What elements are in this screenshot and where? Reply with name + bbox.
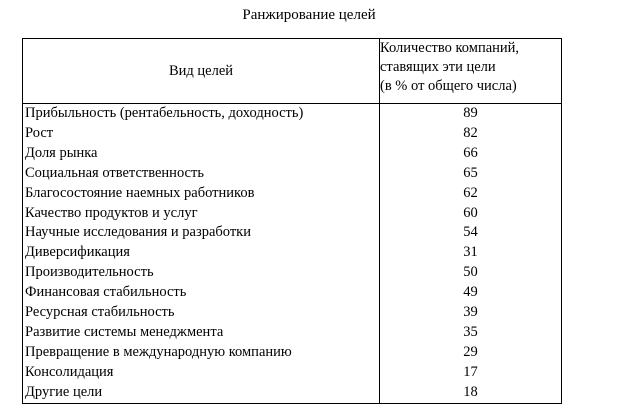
goal-percent: 66 <box>380 144 562 164</box>
goals-ranking-table <box>22 38 562 404</box>
goal-name: Социальная ответственность <box>23 164 380 184</box>
table-header-row <box>23 39 562 104</box>
table-row <box>23 204 562 224</box>
table-row <box>23 363 562 383</box>
table-row <box>23 303 562 323</box>
goal-name: Доля рынка <box>23 144 380 164</box>
goal-percent: 62 <box>380 184 562 204</box>
goal-percent: 35 <box>380 323 562 343</box>
goal-percent: 82 <box>380 124 562 144</box>
table-row <box>23 263 562 283</box>
goal-name: Развитие системы менеджмента <box>23 323 380 343</box>
goal-percent: 50 <box>380 263 562 283</box>
header-company-share-line: (в % от общего числа) <box>380 78 517 94</box>
table-row <box>23 343 562 363</box>
header-company-share-line: ставящих эти цели <box>380 59 496 75</box>
goal-name: Диверсификация <box>23 243 380 263</box>
table-row <box>23 124 562 144</box>
header-company-share <box>380 39 562 104</box>
goal-percent: 31 <box>380 243 562 263</box>
table-row <box>23 323 562 343</box>
header-goal-type: Вид целей <box>23 39 380 104</box>
goal-name: Качество продуктов и услуг <box>23 204 380 224</box>
table-row <box>23 184 562 204</box>
table-row <box>23 223 562 243</box>
table-row <box>23 144 562 164</box>
header-company-share-line: Количество компаний, <box>380 40 520 56</box>
goal-percent: 29 <box>380 343 562 363</box>
goal-name: Другие цели <box>23 383 380 403</box>
goal-name: Прибыльность (рентабельность, доходность) <box>23 104 380 124</box>
goal-percent: 60 <box>380 204 562 224</box>
goal-percent: 89 <box>380 104 562 124</box>
goal-name: Производительность <box>23 263 380 283</box>
table-row <box>23 164 562 184</box>
table-row <box>23 104 562 124</box>
table-row <box>23 383 562 403</box>
goal-percent: 65 <box>380 164 562 184</box>
goal-name: Финансовая стабильность <box>23 283 380 303</box>
goal-name: Ресурсная стабильность <box>23 303 380 323</box>
goal-name: Рост <box>23 124 380 144</box>
table-title: Ранжирование целей <box>242 7 376 23</box>
goal-name: Превращение в международную компанию <box>23 343 380 363</box>
goal-percent: 17 <box>380 363 562 383</box>
goal-name: Научные исследования и разработки <box>23 223 380 243</box>
table-row <box>23 243 562 263</box>
goal-percent: 39 <box>380 303 562 323</box>
table-row <box>23 283 562 303</box>
goal-percent: 49 <box>380 283 562 303</box>
goal-name: Благосостояние наемных работников <box>23 184 380 204</box>
goal-percent: 18 <box>380 383 562 403</box>
goal-percent: 54 <box>380 223 562 243</box>
goal-name: Консолидация <box>23 363 380 383</box>
